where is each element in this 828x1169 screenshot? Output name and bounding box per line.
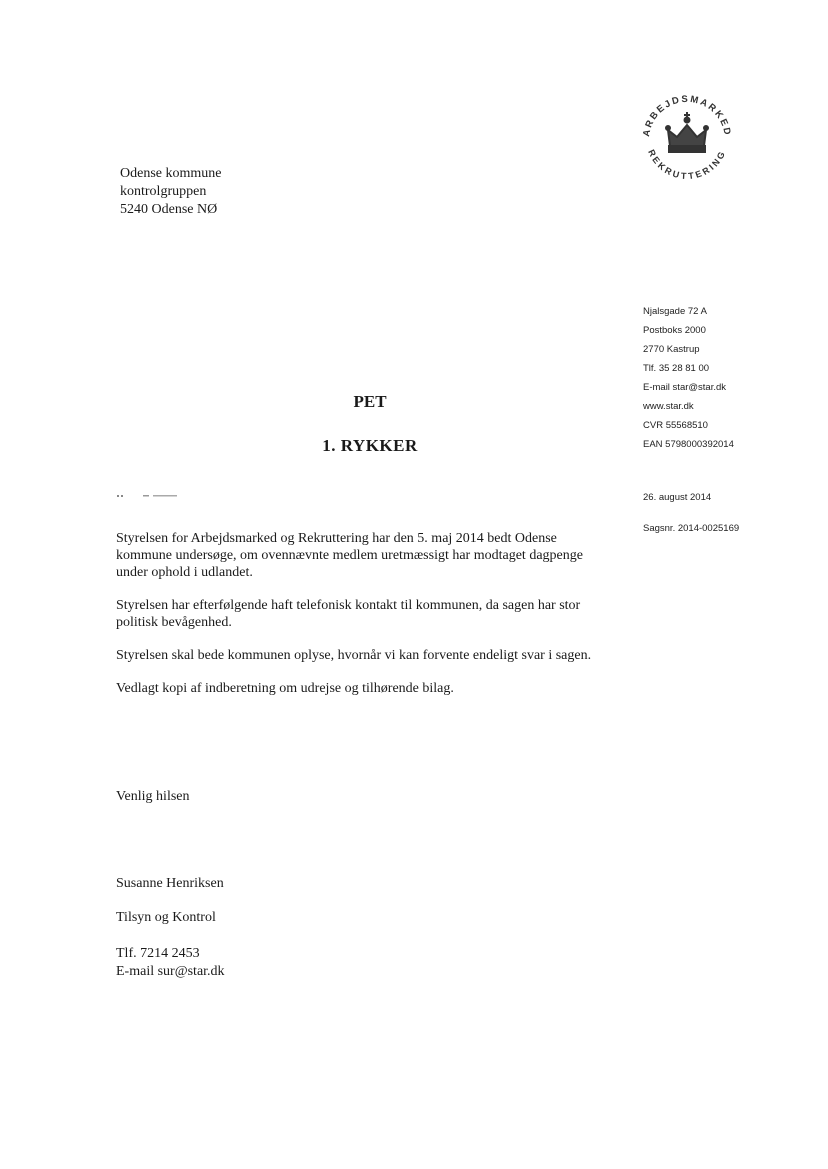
sender-pobox: Postboks 2000 [643, 325, 706, 336]
sender-street: Njalsgade 72 A [643, 306, 707, 317]
recipient-department: kontrolgruppen [120, 184, 207, 199]
body-paragraph-3: Styrelsen skal bede kommunen oplyse, hvornår vi kan forvente endeligt svar i sagen. [116, 648, 592, 663]
signature-name: Susanne Henriksen [116, 876, 224, 891]
recipient-name: Odense kommune [120, 166, 222, 181]
redacted-text [117, 494, 179, 498]
case-number: Sagsnr. 2014-0025169 [643, 523, 740, 534]
signature-contact [116, 945, 225, 981]
body-paragraph-1: Styrelsen for Arbejdsmarked og Rekruttering har den 5. maj 2014 bedt Odense kommune undersøge, om ovennævnte medlem uretmæssigt har modtaget dagpenge under ophold i udlandet. [116, 531, 583, 580]
sender-address [643, 302, 734, 454]
body-paragraph-2: Styrelsen har efterfølgende haft telefonisk kontakt til kommunen, da sagen har stor politisk bevågenhed. [116, 598, 581, 630]
sender-ean: EAN 5798000392014 [643, 439, 734, 450]
crown-seal-icon [632, 80, 742, 190]
svg-text:REKRUTTERING: REKRUTTERING [646, 147, 728, 182]
recipient-city: 5240 Odense NØ [120, 202, 218, 217]
letter-date: 26. august 2014 [643, 492, 712, 503]
letter-body [116, 530, 616, 713]
sender-phone: Tlf. 35 28 81 00 [643, 363, 710, 374]
sender-email: E-mail star@star.dk [643, 382, 727, 393]
svg-text:ARBEJDSMARKED: ARBEJDSMARKED [641, 93, 733, 138]
sender-cvr: CVR 55568510 [643, 420, 708, 431]
letter-subheading: 1. RYKKER [322, 436, 418, 455]
signature-phone: Tlf. 7214 2453 [116, 946, 200, 961]
body-paragraph-4: Vedlagt kopi af indberetning om udrejse og tilhørende bilag. [116, 681, 454, 696]
closing-greeting: Venlig hilsen [116, 789, 190, 804]
sender-city: 2770 Kastrup [643, 344, 700, 355]
signature-email: E-mail sur@star.dk [116, 964, 225, 979]
sender-web: www.star.dk [643, 401, 694, 412]
signature-department: Tilsyn og Kontrol [116, 910, 216, 925]
letter-heading: PET [353, 392, 387, 411]
recipient-address [120, 165, 221, 219]
